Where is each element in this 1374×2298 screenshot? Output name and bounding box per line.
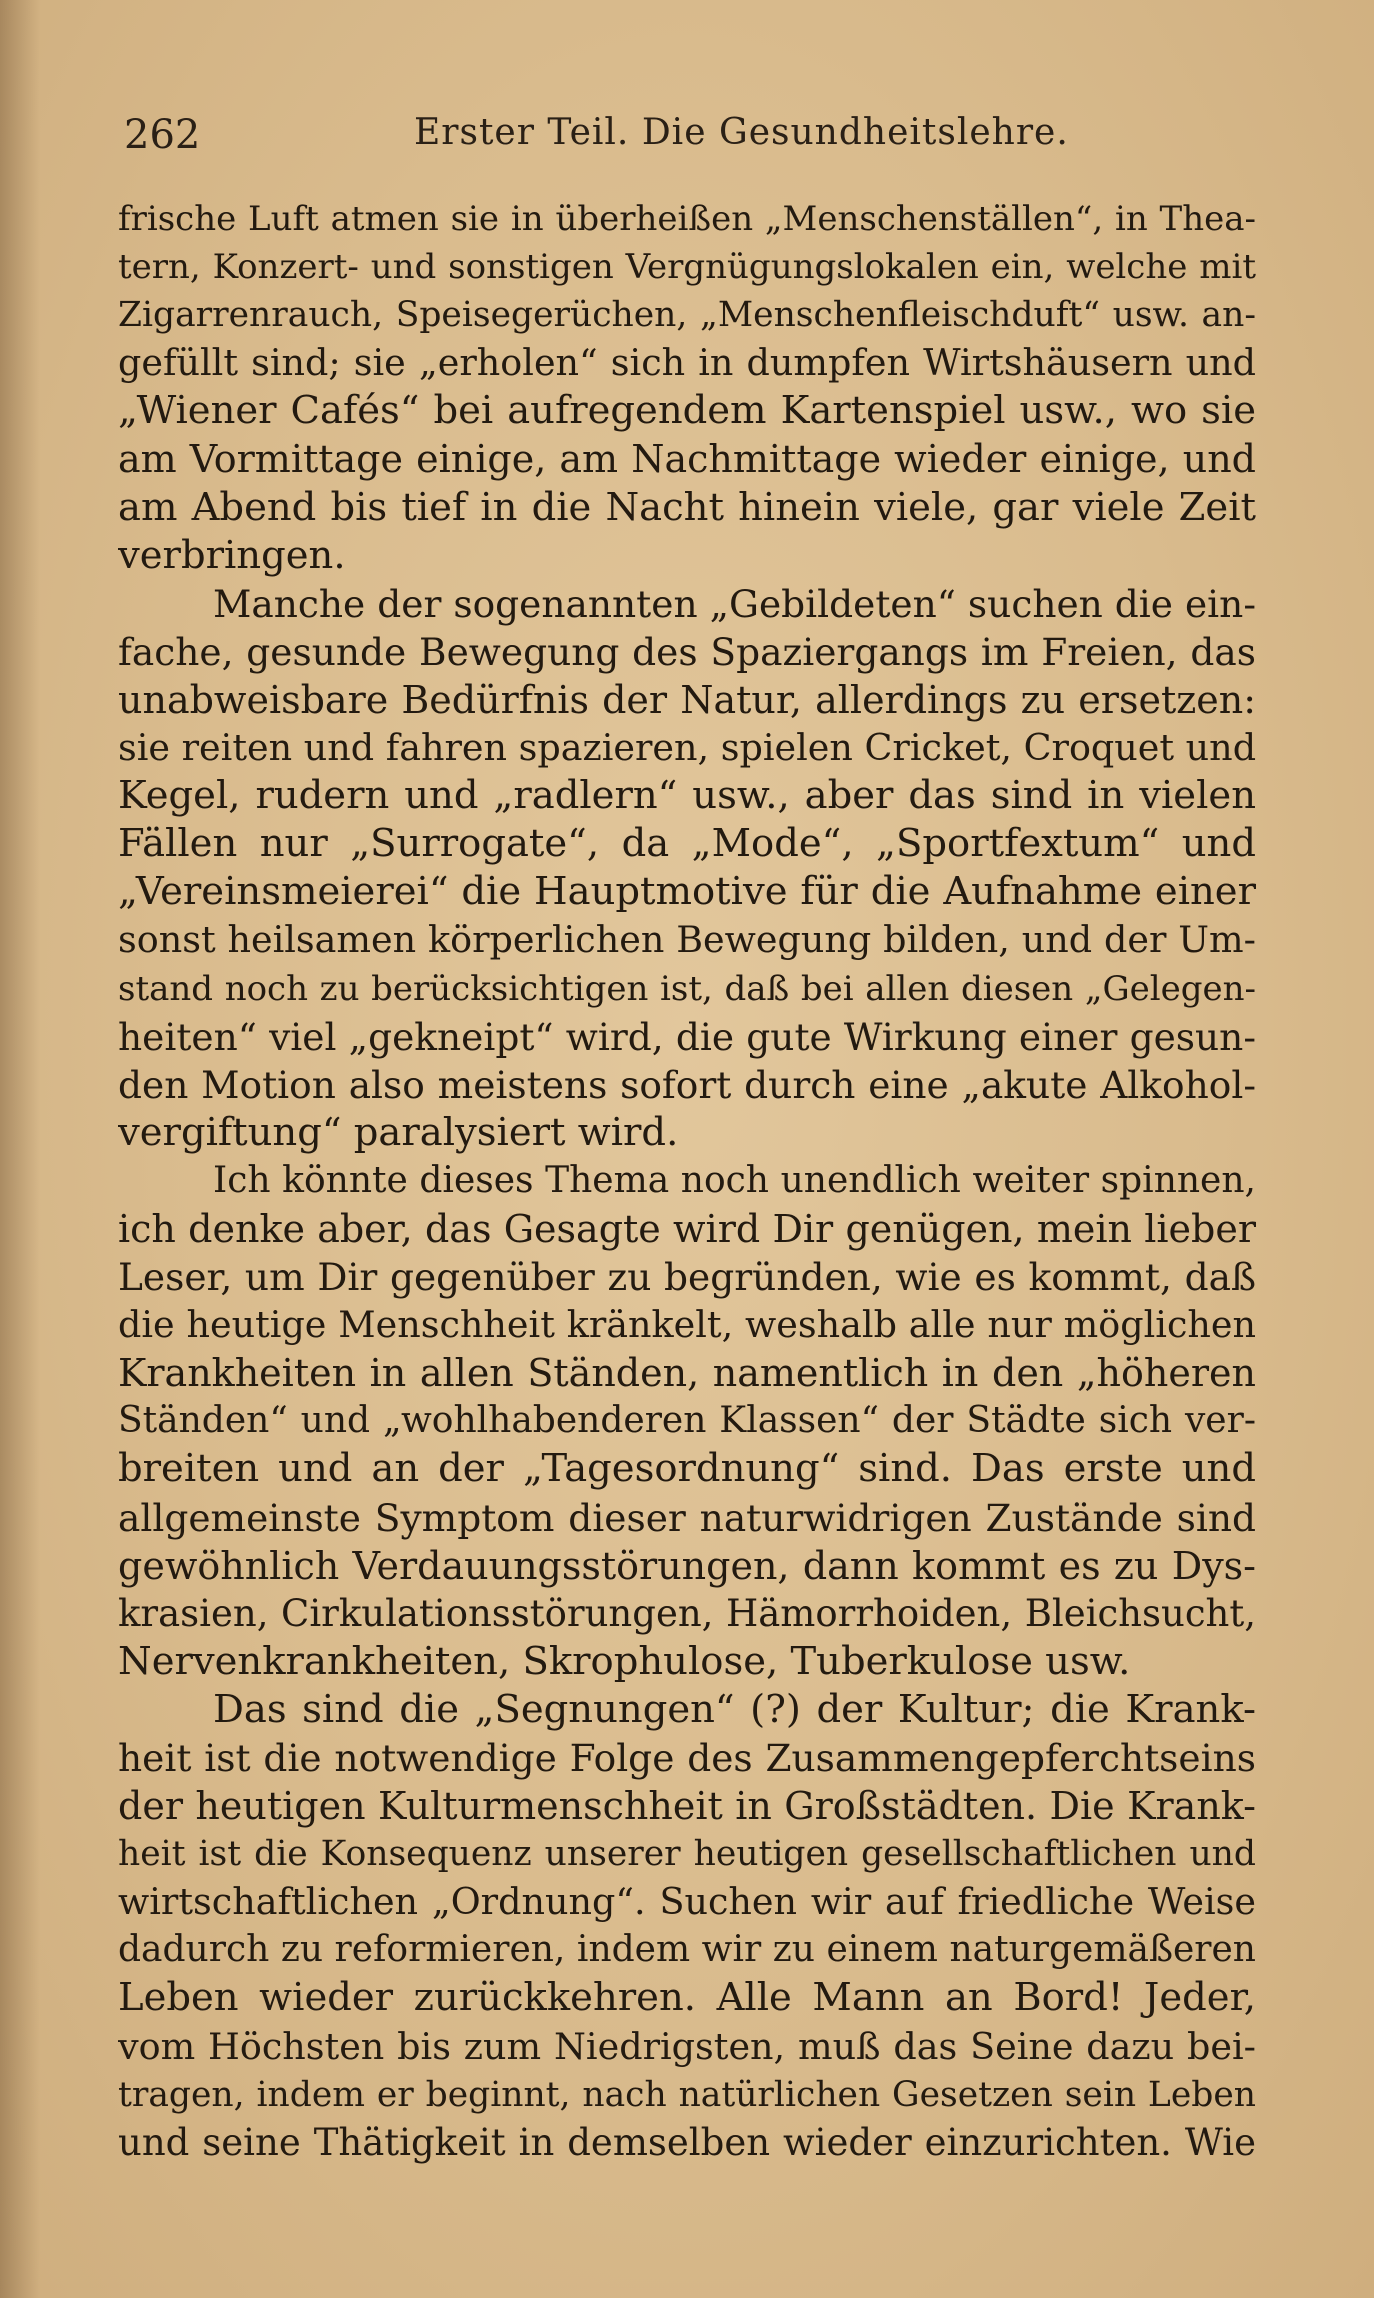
text-line: „Wiener Cafés“ bei aufregendem Kartenspiel usw., wo sie — [118, 388, 1256, 434]
text-line: heit ist die Konsequenz unserer heutigen gesellschaftlichen und — [118, 1834, 1256, 1875]
text-line: Ich könnte dieses Thema noch unendlich weiter spinnen, — [213, 1159, 1256, 1201]
paragraph — [118, 195, 1256, 580]
text-line: und seine Thätigkeit in demselben wieder einzurichten. Wie — [118, 2120, 1256, 2164]
text-line: unabweisbare Bedürfnis der Natur, allerdings zu ersetzen: — [118, 677, 1256, 722]
text-line: gefüllt sind; sie „erholen“ sich in dumpfen Wirtshäusern und — [118, 341, 1256, 385]
text-line: am Abend bis tief in die Nacht hinein viele, gar viele Zeit — [118, 484, 1256, 530]
text-line: Ständen“ und „wohlhabenderen Klassen“ der Städte sich ver- — [118, 1400, 1256, 1442]
text-line: stand noch zu berücksichtigen ist, daß bei allen diesen „Gelegen- — [118, 968, 1256, 1009]
paragraph — [118, 1157, 1256, 1686]
text-line: sonst heilsamen körperlichen Bewegung bilden, und der Um- — [118, 918, 1256, 962]
text-line: Zigarrenrauch, Speisegerüchen, „Menschenfleischduft“ usw. an- — [118, 295, 1256, 336]
text-line: Fällen nur „Surrogate“, da „Mode“, „Sportfextum“ und — [118, 821, 1256, 867]
paragraph — [118, 1686, 1256, 2167]
text-line: die heutige Menschheit kränkelt, weshalb alle nur möglichen — [118, 1303, 1256, 1347]
text-line: krasien, Cirkulationsstörungen, Hämorrhoiden, Bleichsucht, — [118, 1591, 1256, 1635]
text-line: Nervenkrankheiten, Skrophulose, Tuberkulose usw. — [118, 1638, 1131, 1684]
text-line: breiten und an der „Tagesordnung“ sind. Das erste und — [118, 1446, 1256, 1492]
text-line: frische Luft atmen sie in überheißen „Menschenställen“, in Thea- — [118, 199, 1256, 239]
text-line: der heutigen Kulturmenschheit in Großstädten. Die Krank- — [118, 1784, 1256, 1829]
text-line: heiten“ viel „gekneipt“ wird, die gute Wirkung einer gesun- — [118, 1014, 1256, 1059]
page-number: 262 — [124, 112, 201, 158]
text-line: ich denke aber, das Gesagte wird Dir genügen, mein lieber — [118, 1206, 1256, 1251]
text-line: heit ist die notwendige Folge des Zusammengepferchtseins — [118, 1736, 1256, 1780]
text-line: Leser, um Dir gegenüber zu begründen, wie es kommt, daß — [118, 1255, 1256, 1300]
text-line: den Motion also meistens sofort durch eine „akute Alkohol- — [118, 1062, 1256, 1107]
text-line: wirtschaftlichen „Ordnung“. Suchen wir auf friedliche Weise — [118, 1880, 1256, 1924]
page-header — [124, 112, 1250, 164]
text-line: am Vormittage einige, am Nachmittage wieder einige, und — [118, 437, 1256, 482]
text-line: dadurch zu reformieren, indem wir zu einem naturgemäßeren — [118, 1929, 1256, 1971]
text-line: sie reiten und fahren spazieren, spielen Cricket, Croquet und — [118, 726, 1256, 770]
paragraph — [118, 580, 1256, 1157]
running-head: Erster Teil. Die Gesundheitslehre. — [414, 112, 1069, 153]
text-line: vom Höchsten bis zum Niedrigsten, muß das Seine dazu bei- — [118, 2024, 1256, 2068]
text-line: Kegel, rudern und „radlern“ usw., aber das sind in vielen — [118, 773, 1256, 819]
text-line: fache, gesunde Bewegung des Spaziergangs im Freien, das — [118, 629, 1256, 674]
text-line: tragen, indem er beginnt, nach natürlichen Gesetzen sein Leben — [118, 2074, 1256, 2115]
text-line: allgemeinste Symptom dieser naturwidrigen Zustände sind — [118, 1495, 1256, 1540]
text-line: Das sind die „Segnungen“ (?) der Kultur; die Krank- — [213, 1686, 1256, 1732]
text-line: Leben wieder zurückkehren. Alle Mann an Bord! Jeder, — [118, 1975, 1256, 2021]
text-line: gewöhnlich Verdauungsstörungen, dann kommt es zu Dys- — [118, 1543, 1256, 1588]
text-line: Manche der sogenannten „Gebildeten“ suchen die ein- — [213, 581, 1256, 626]
page-edge-shadow — [0, 0, 40, 2298]
body-text — [118, 195, 1256, 2167]
text-line: verbringen. — [118, 532, 346, 578]
text-line: tern, Konzert- und sonstigen Vergnügungslokalen ein, welche mit — [118, 247, 1256, 288]
text-line: vergiftung“ paralysiert wird. — [118, 1109, 679, 1155]
text-line: „Vereinsmeierei“ die Hauptmotive für die Aufnahme einer — [118, 869, 1256, 915]
text-line: Krankheiten in allen Ständen, namentlich in den „höheren — [118, 1351, 1256, 1396]
